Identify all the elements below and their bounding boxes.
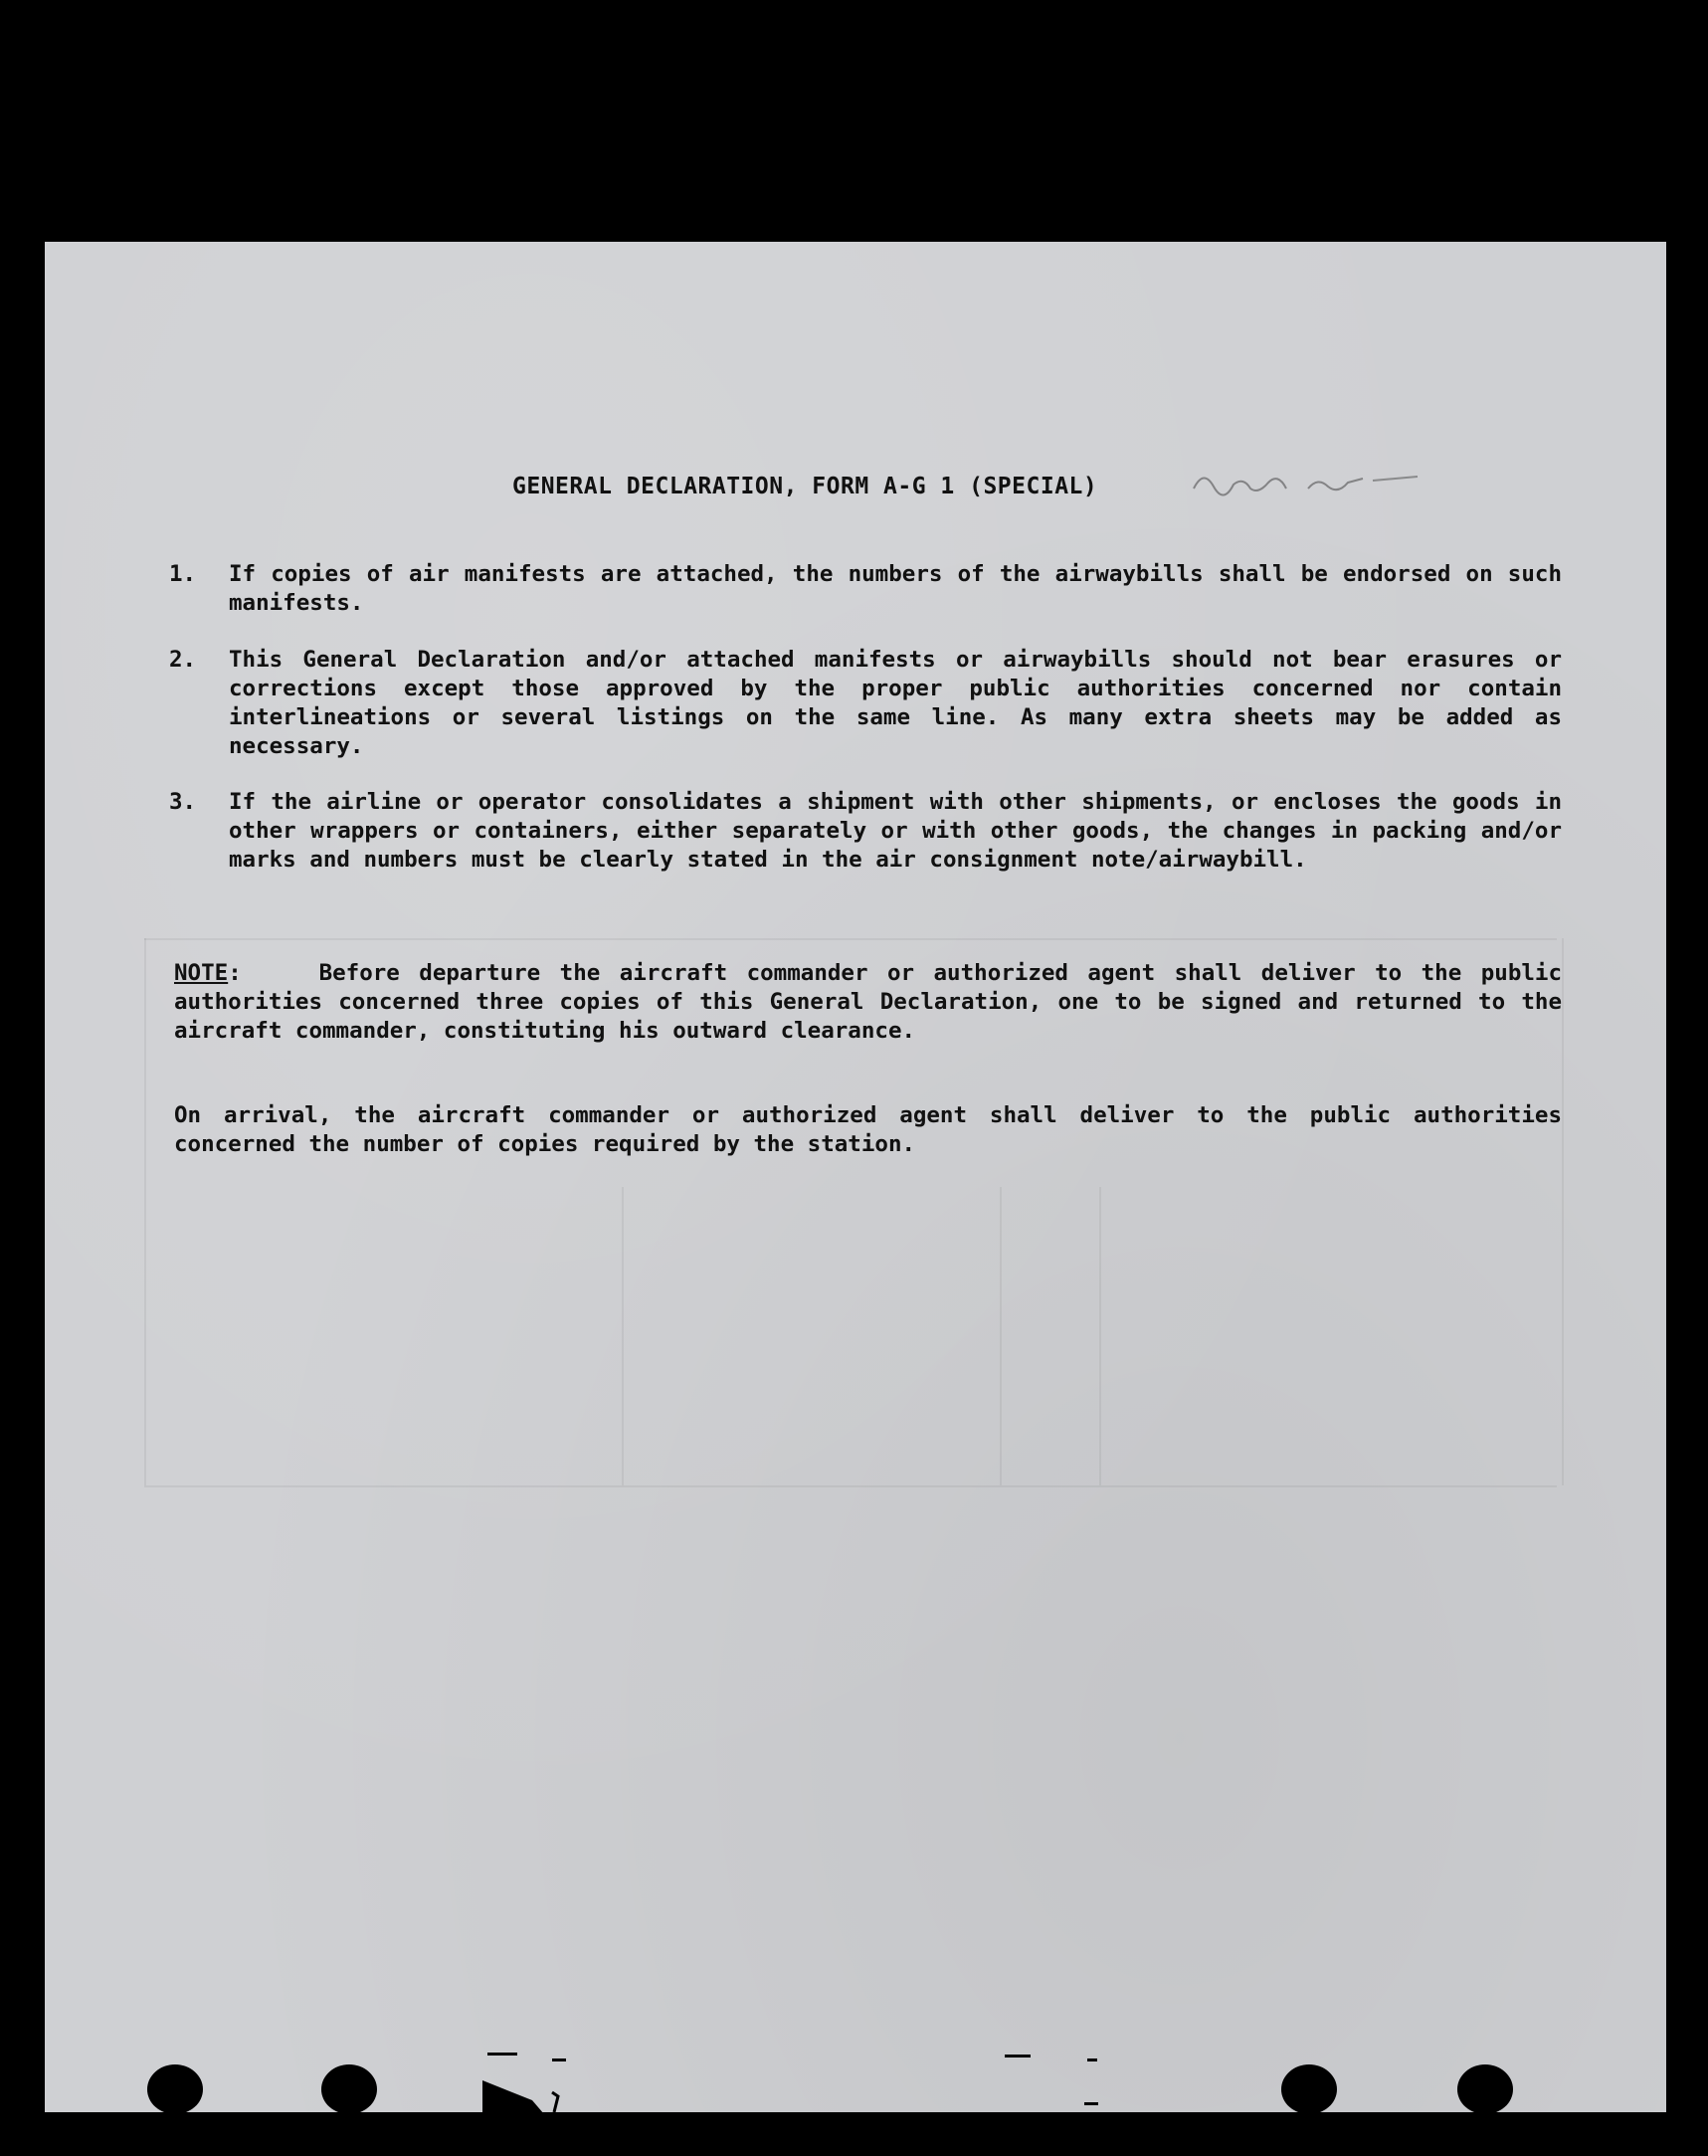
handwritten-mark-icon bbox=[1189, 459, 1447, 508]
note-label: NOTE bbox=[174, 960, 229, 986]
speck bbox=[552, 2058, 566, 2061]
list-item bbox=[169, 560, 1562, 618]
tear-mark-icon bbox=[482, 2072, 572, 2114]
bleed-through-line bbox=[622, 1187, 624, 1485]
arrival-paragraph: On arrival, the aircraft commander or authorized agent shall deliver to the public authorities concerned the number of copies required by the station. bbox=[174, 1102, 1562, 1157]
item-text: If the airline or operator consolidates a shipment with other shipments, or encloses the goods in other wrappers or containers, either separately or with other goods, the changes in packing and/or marks and numbers must be clearly stated in the air consignment note/airwaybill. bbox=[229, 789, 1562, 873]
punch-hole bbox=[1281, 2064, 1337, 2114]
bleed-through-line bbox=[144, 938, 146, 1485]
bleed-through-line bbox=[1562, 938, 1564, 1485]
note-text: Before departure the aircraft commander or authorized agent shall deliver to the public authorities concerned three copies of this General Declaration, one to be signed and returned to the aircraft commander, constituting his outward clearance. bbox=[174, 960, 1562, 1044]
bleed-through-line bbox=[1099, 1187, 1101, 1485]
speck bbox=[1005, 2055, 1031, 2058]
item-text: If copies of air manifests are attached, the numbers of the airwaybills shall be endorsed on such manifests. bbox=[229, 561, 1562, 616]
bleed-through-line bbox=[144, 1485, 1557, 1487]
list-item bbox=[169, 646, 1562, 761]
speck bbox=[487, 2053, 517, 2056]
punch-hole bbox=[1457, 2064, 1513, 2114]
speck bbox=[1084, 2102, 1098, 2105]
bleed-through-line bbox=[144, 938, 1557, 940]
speck bbox=[1087, 2058, 1097, 2061]
list-item bbox=[169, 788, 1562, 875]
note-paragraph: NOTE: Before departure the aircraft commander or authorized agent shall deliver to the public authorities concerned three copies of this General Declaration, one to be signed and returned to the aircraft commander, constituting his outward clearance. bbox=[174, 960, 1562, 1044]
item-number: 1. bbox=[169, 561, 197, 587]
document-page bbox=[45, 242, 1666, 2112]
punch-hole bbox=[321, 2064, 377, 2114]
page-title: GENERAL DECLARATION, FORM A-G 1 (SPECIAL) bbox=[512, 474, 1098, 499]
item-number: 2. bbox=[169, 647, 197, 673]
item-text: This General Declaration and/or attached manifests or airwaybills should not bear erasures or corrections except those approved by the proper public authorities concerned nor contain interlineations or several listings on the same line. As many extra sheets may be added as necessary. bbox=[229, 647, 1562, 759]
bleed-through-line bbox=[1000, 1187, 1002, 1485]
item-number: 3. bbox=[169, 789, 197, 815]
punch-hole bbox=[147, 2064, 203, 2114]
